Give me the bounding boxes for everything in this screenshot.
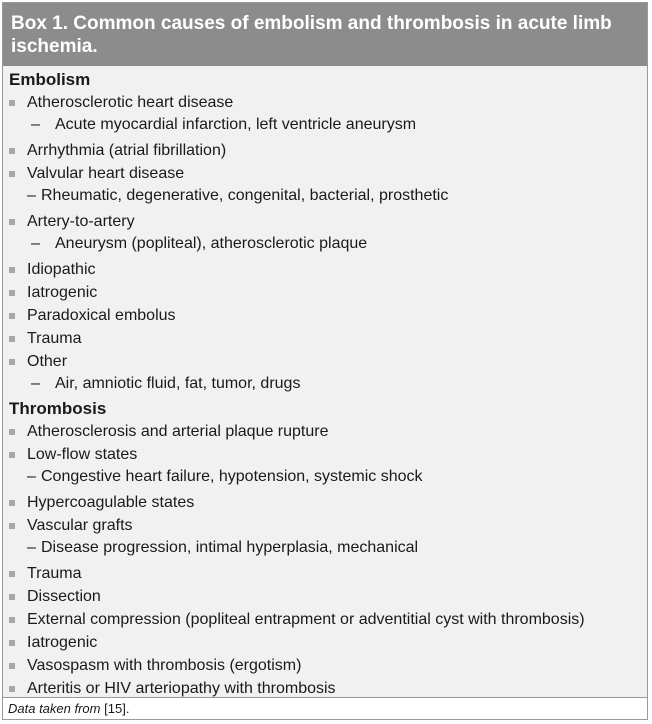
item-label: Artery-to-artery xyxy=(27,213,135,230)
item-sub-label: Acute myocardial infarction, left ventricle aneurysm xyxy=(55,116,417,133)
bullet-icon xyxy=(9,663,15,669)
bullet-icon xyxy=(9,594,15,600)
bullet-icon xyxy=(9,571,15,577)
list-item xyxy=(3,444,647,488)
dash-icon: – xyxy=(31,116,40,133)
bullet-icon xyxy=(9,359,15,365)
item-sub-label: Disease progression, intimal hyperplasia, mechanical xyxy=(41,539,419,556)
dash-icon: – xyxy=(27,468,36,485)
list-item xyxy=(3,515,647,559)
bullet-icon xyxy=(9,500,15,506)
list-item xyxy=(3,421,647,443)
list-item xyxy=(3,328,647,350)
list-item xyxy=(3,163,647,207)
item-label: Vascular grafts xyxy=(27,517,133,534)
bullet-icon xyxy=(9,686,15,692)
bullet-icon xyxy=(9,171,15,177)
dash-icon: – xyxy=(31,235,40,252)
item-label: Dissection xyxy=(27,588,101,605)
item-label: Trauma xyxy=(27,330,82,347)
list-item xyxy=(3,351,647,395)
list-item xyxy=(3,305,647,327)
item-label: Atherosclerosis and arterial plaque rupture xyxy=(27,423,329,440)
item-label: Paradoxical embolus xyxy=(27,307,176,324)
list-item xyxy=(3,655,647,677)
source-suffix: . xyxy=(125,701,130,716)
item-label: Other xyxy=(27,353,68,370)
item-label: Low-flow states xyxy=(27,446,138,463)
list-item xyxy=(3,492,647,514)
bullet-icon xyxy=(9,640,15,646)
bullet-icon xyxy=(9,429,15,435)
dash-icon: – xyxy=(31,375,40,392)
list-item xyxy=(3,609,647,631)
box-content xyxy=(3,66,647,698)
item-label: Arteritis or HIV arteriopathy with thrombosis xyxy=(27,680,336,697)
item-label: Atherosclerotic heart disease xyxy=(27,94,234,111)
item-sub-label: Rheumatic, degenerative, congenital, bacterial, prosthetic xyxy=(41,187,449,204)
item-label: Idiopathic xyxy=(27,261,96,278)
bullet-icon xyxy=(9,523,15,529)
source-reference-link[interactable]: [15] xyxy=(104,701,126,716)
list-item xyxy=(3,211,647,255)
bullet-icon xyxy=(9,290,15,296)
bullet-icon xyxy=(9,100,15,106)
item-label: Vasospasm with thrombosis (ergotism) xyxy=(27,657,302,674)
bullet-icon xyxy=(9,267,15,273)
source-prefix: Data taken from xyxy=(8,701,101,716)
list-item xyxy=(3,92,647,136)
bullet-icon xyxy=(9,452,15,458)
list-item xyxy=(3,632,647,654)
section-title-embolism: Embolism xyxy=(9,70,91,89)
list-item xyxy=(3,140,647,162)
item-label: External compression (popliteal entrapment or adventitial cyst with thrombosis) xyxy=(27,611,585,628)
item-label: Iatrogenic xyxy=(27,634,98,651)
bullet-icon xyxy=(9,148,15,154)
box-title: Box 1. Common causes of embolism and thrombosis in acute limb ischemia. xyxy=(3,3,647,66)
item-sub-label: Aneurysm (popliteal), atherosclerotic plaque xyxy=(55,235,368,252)
section-title-thrombosis: Thrombosis xyxy=(9,399,107,418)
item-label: Hypercoagulable states xyxy=(27,494,195,511)
list-item xyxy=(3,282,647,304)
item-label: Iatrogenic xyxy=(27,284,98,301)
box-figure xyxy=(2,2,648,720)
bullet-icon xyxy=(9,336,15,342)
list-item xyxy=(3,586,647,608)
item-sub-label: Air, amniotic fluid, fat, tumor, drugs xyxy=(55,375,301,392)
bullet-icon xyxy=(9,617,15,623)
dash-icon: – xyxy=(27,187,36,204)
bullet-icon xyxy=(9,219,15,225)
item-label: Arrhythmia (atrial fibrillation) xyxy=(27,142,227,159)
item-label: Valvular heart disease xyxy=(27,165,185,182)
item-label: Trauma xyxy=(27,565,82,582)
bullet-icon xyxy=(9,313,15,319)
dash-icon: – xyxy=(27,539,36,556)
list-item xyxy=(3,563,647,585)
source-note xyxy=(3,697,647,719)
list-item xyxy=(3,259,647,281)
item-sub-label: Congestive heart failure, hypotension, systemic shock xyxy=(41,468,423,485)
